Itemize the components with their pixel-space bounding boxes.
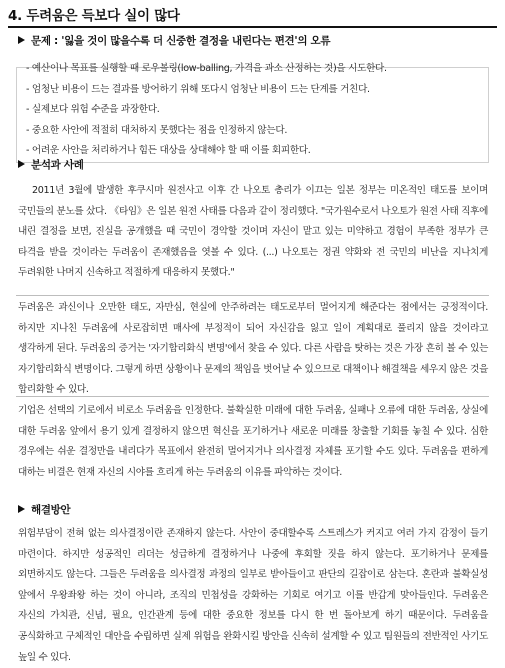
problem-heading <box>18 33 330 48</box>
analysis-heading <box>18 157 84 172</box>
problem-item: - 중요한 사안에 적절히 대처하지 못했다는 점을 인정하지 않는다. <box>26 124 288 136</box>
problem-item: - 엄청난 비용이 드는 결과를 방어하기 위해 또다시 엄청난 비용이 드는 단계를 거친다. <box>26 83 370 95</box>
analysis-paragraph-3: 기업은 선택의 기로에서 비로소 두려움을 인정한다. 불확실한 미래에 대한 두려움, 실패나 오류에 대한 두려움, 상실에 대한 두려움 앞에서 용기 있게 결정하지 않으면 혁신을 포기하거나 새로운 미래를 창출할 기회를 놓칠 수 있다. 심한 경우에는 쉬운 결정만을 내리다가 목표에서 완전히 멀어지거나 의사결정 자체를 포기할 수도 있다. 두려움을 편하게 대하는 비결은 현재 자신의 시야를 흐리게 하는 두려움의 이유를 파악하는 것이다. <box>18 405 488 478</box>
analysis-paragraph-1: 2011년 3월에 발생한 후쿠시마 원전사고 이후 간 나오토 총리가 이끄는 일본 정부는 미온적인 태도를 보이며 국민들의 분노를 샀다. 《타임》은 일본 원전 사태를 다음과 같이 정리했다. "국가원수로서 나오토가 원전 사태 직후에 내린 결정을 보면, 진실을 공개했을 때 국민이 경악할 것이며 자신이 맡고 있는 미약하고 경험이 부족한 정부가 큰 타격을 받을 것이라는 두려움이 존재했음을 엿볼 수 있다. (...) 나오토는 정권 약화와 전 국민의 비난을 지나치게 두려워한 나머지 신속하고 적절하게 대응하지 못했다." <box>18 185 488 279</box>
triangle-bullet-icon <box>18 36 25 44</box>
solution-heading-text: 해결방안 <box>31 504 71 516</box>
problem-list <box>26 59 387 162</box>
section-divider <box>16 396 489 397</box>
solution-paragraph: 위험부담이 전혀 없는 의사결정이란 존재하지 않는다. 사안이 중대할수록 스트레스가 커지고 여러 가지 감정이 들기 마련이다. 하지만 성공적인 리더는 성급하게 결정하거나 나중에 후회할 짓을 하지 않는다. 포기하거나 문제를 외면하지도 않는다. 그들은 두려움을 의사결정 과정의 일부로 받아들이고 판단의 길잡이로 삼는다. 혼란과 불확실성 앞에서 우왕좌왕 하는 것이 아니라, 조직의 민첩성을 강화하는 기회로 여기고 이를 반갑게 맞아들인다. 두려움은 자신의 가치관, 신념, 필요, 인간관계 등에 대한 중요한 정보를 다시 한 번 돌아보게 하기 때문이다. 두려움을 공식화하고 구체적인 대안을 수립하면 실제 위험을 완화시킬 방안을 신속히 설계할 수 있고 팀원들의 전반적인 사기도 높일 수 있다. <box>18 528 488 663</box>
problem-heading-text: 문제 : '잃을 것이 많을수록 더 신중한 결정을 내린다는 편견'의 오류 <box>31 35 331 47</box>
problem-item: - 어려운 사안을 처리하거나 힘든 대상을 상대해야 할 때 이를 회피한다. <box>26 145 311 157</box>
section-divider <box>16 295 489 296</box>
triangle-bullet-icon <box>18 160 25 168</box>
triangle-bullet-icon <box>18 505 25 513</box>
solution-heading <box>18 502 70 517</box>
analysis-paragraph-2: 두려움은 과신이나 오만한 태도, 자만심, 현실에 안주하려는 태도로부터 멀어지게 해준다는 점에서는 긍정적이다. 하지만 지나친 두려움에 사로잡히면 매사에 부정적이 되어 자신감을 잃고 일이 계획대로 풀리지 않을 것이라고 생각하게 된다. 두려움의 증거는 '자기합리화식 변명'에서 찾을 수 있다. 다른 사람을 탓하는 것은 가장 흔히 볼 수 있는 자기합리화식 변명이다. 그렇게 하면 상황이나 문제의 책임을 벗어날 수 있으므로 대책이나 해결책을 세우지 않은 것을 합리화할 수 있다. <box>18 302 488 396</box>
problem-item: - 예산이나 목표를 실행할 때 로우볼링(low-balling, 가격을 과소 산정하는 것)을 시도한다. <box>26 63 387 74</box>
problem-item: - 실제보다 위험 수준을 과장한다. <box>26 104 160 116</box>
analysis-heading-text: 분석과 사례 <box>31 159 84 171</box>
title-underline <box>8 26 497 28</box>
page-title: 4. 두려움은 득보다 실이 많다 <box>8 8 180 24</box>
